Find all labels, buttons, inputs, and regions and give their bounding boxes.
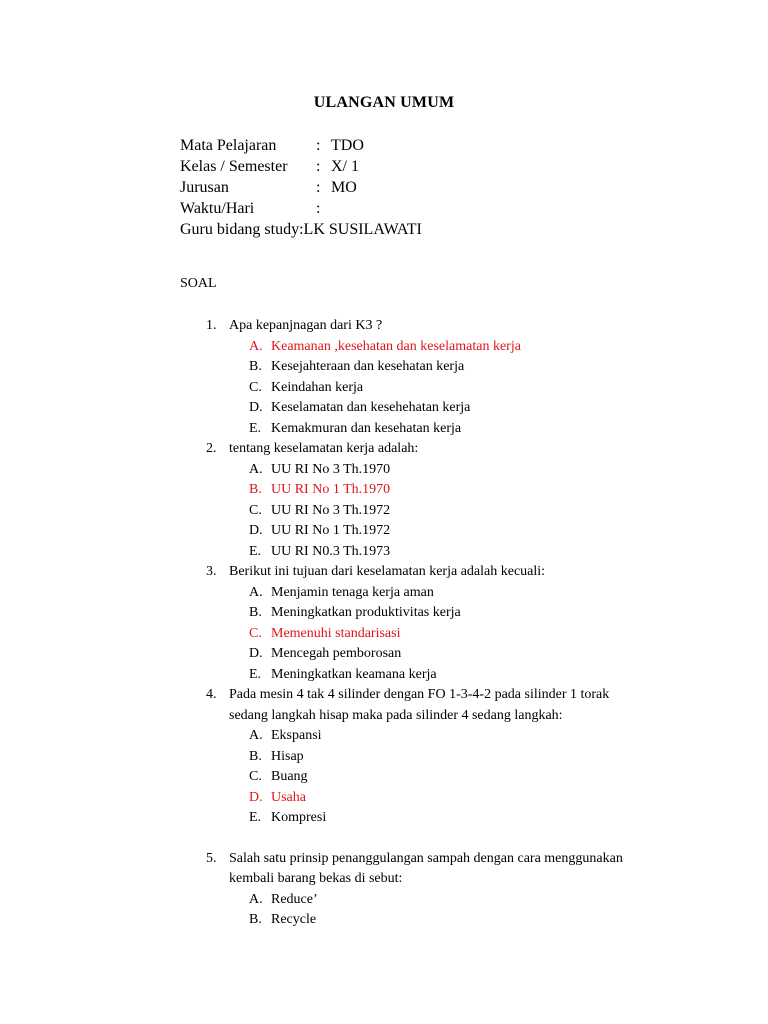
info-colon: : [316,200,321,217]
teacher-line: Guru bidang study:LK SUSILAWATI [180,221,422,238]
question-line [0,706,768,727]
option-text: UU RI N0.3 Th.1973 [271,543,391,559]
answer-option [0,378,768,399]
answer-option [0,747,768,768]
question-text: Pada mesin 4 tak 4 silinder dengan FO 1-3-4-2 pada silinder 1 torak [229,687,610,702]
question-number: 1. [206,318,217,333]
option-text: Keindahan kerja [271,379,364,395]
question-list [0,316,768,931]
option-letter: C. [249,625,262,641]
option-text: Mencegah pemborosan [271,646,402,661]
answer-option [0,521,768,542]
option-letter: E. [249,810,262,825]
info-label: Mata Pelajaran [180,137,277,154]
option-letter: C. [249,379,262,395]
question-line [0,316,768,337]
answer-option [0,910,768,931]
option-letter: A. [249,461,263,477]
question-text: Berikut ini tujuan dari keselamatan kerja adalah kecuali: [229,564,546,579]
document-title: ULANGAN UMUM [313,94,455,111]
answer-option [0,726,768,747]
option-letter: D. [249,789,263,805]
option-text: Kemakmuran dan kesehatan kerja [271,420,462,436]
option-text: Meningkatkan keamana kerja [271,666,437,682]
option-text: UU RI No 3 Th.1970 [271,461,391,477]
info-label: Jurusan [180,179,229,196]
answer-option [0,542,768,563]
answer-option [0,808,768,829]
info-colon: : [316,137,321,154]
question-item [0,439,768,562]
info-label: Kelas / Semester [180,158,288,175]
question-item [0,849,768,931]
option-text: Keselamatan dan kesehehatan kerja [271,400,471,415]
option-letter: C. [249,502,262,518]
answer-option [0,398,768,419]
option-text: UU RI No 3 Th.1972 [271,502,391,518]
option-letter: C. [249,769,262,784]
option-text: Kompresi [271,810,327,825]
option-letter: B. [249,912,262,927]
answer-option [0,501,768,522]
question-text: sedang langkah hisap maka pada silinder 4 sedang langkah: [229,707,563,723]
question-line [0,562,768,583]
option-letter: B. [249,482,262,497]
info-value: TDO [331,137,364,154]
option-text: Buang [271,769,308,784]
answer-option [0,419,768,440]
question-text: tentang keselamatan kerja adalah: [229,441,419,456]
info-colon: : [316,179,321,196]
option-letter: B. [249,748,262,764]
question-line [0,685,768,706]
option-text: Reduce’ [271,891,318,907]
answer-option [0,460,768,481]
option-letter: A. [249,728,263,743]
answer-option [0,665,768,686]
question-number: 3. [206,564,217,579]
answer-option [0,767,768,788]
question-text: Salah satu prinsip penanggulangan sampah dengan cara menggunakan [229,850,623,866]
section-heading-soal: SOAL [180,276,217,291]
option-letter: E. [249,543,262,559]
option-text: UU RI No 1 Th.1972 [271,523,391,538]
answer-option-correct [0,337,768,358]
question-text: kembali barang bekas di sebut: [229,871,403,886]
info-value: X/ 1 [331,158,359,175]
option-text: Recycle [271,912,317,927]
answer-option [0,890,768,911]
option-text: Memenuhi standarisasi [271,625,401,641]
info-label: Waktu/Hari [180,200,255,217]
option-letter: E. [249,420,262,436]
answer-option [0,644,768,665]
question-number: 2. [206,441,217,456]
option-text: Hisap [271,748,304,764]
spacer [0,829,768,849]
option-text: Keamanan ,kesehatan dan keselamatan kerja [271,338,521,354]
answer-option-correct [0,788,768,809]
option-text: Menjamin tenaga kerja aman [271,584,434,600]
question-line [0,869,768,890]
option-letter: A. [249,584,263,600]
answer-option [0,603,768,624]
option-letter: A. [249,891,263,907]
option-text: Kesejahteraan dan kesehatan kerja [271,359,465,374]
option-letter: B. [249,359,262,374]
option-letter: D. [249,523,263,538]
answer-option-correct [0,480,768,501]
option-letter: B. [249,605,262,620]
option-text: Usaha [271,789,306,805]
option-letter: A. [249,338,263,354]
option-text: UU RI No 1 Th.1970 [271,482,391,497]
option-letter: E. [249,666,262,682]
option-letter: D. [249,646,263,661]
question-item [0,316,768,439]
question-number: 5. [206,850,217,866]
answer-option-correct [0,624,768,645]
answer-option [0,583,768,604]
option-letter: D. [249,400,263,415]
question-item [0,685,768,849]
question-number: 4. [206,687,217,702]
question-line [0,439,768,460]
question-text: Apa kepanjnagan dari K3 ? [229,318,383,333]
answer-option [0,357,768,378]
option-text: Ekspansi [271,728,322,743]
question-line [0,849,768,870]
option-text: Meningkatkan produktivitas kerja [271,605,461,620]
info-colon: : [316,158,321,175]
question-item [0,562,768,685]
info-value: MO [331,179,357,196]
